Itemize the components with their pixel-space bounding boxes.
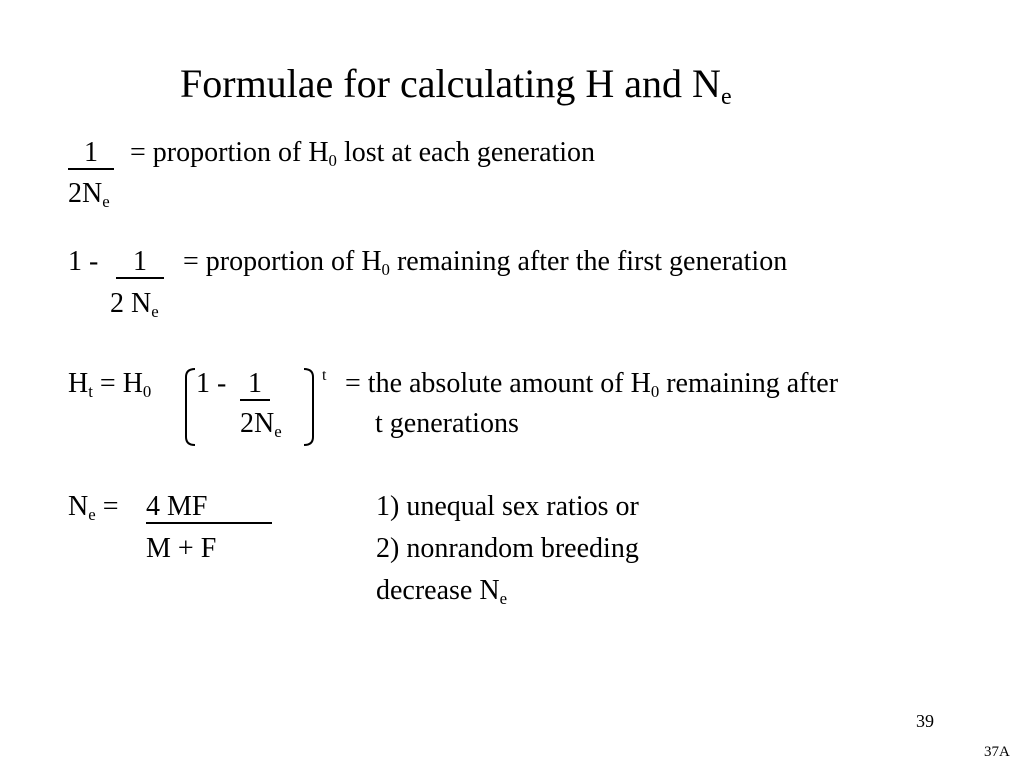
f4-note-1: 1) unequal sex ratios or [376,491,639,522]
f3-numerator: 1 [240,370,270,401]
page-number: 39 [916,711,934,731]
f3-inner-prefix: 1 - [196,368,227,399]
f3-description: = the absolute amount of $H_0$ remaining after [345,368,839,402]
f1-denominator: $2N_e$ [68,178,110,212]
f4-denominator: M + F [146,533,217,564]
left-bracket [183,367,197,447]
f4-numerator: 4 MF [146,493,272,524]
f3-description-line2: t generations [375,408,519,439]
f2-prefix: 1 - [68,246,99,277]
title-subscript: e [720,84,732,111]
f2-numerator: 1 [116,248,164,279]
f3-exponent: t [322,367,327,384]
footer-code: 37A [984,744,1010,760]
f3-lhs: $H_t = H_0$ [68,368,152,402]
right-bracket [302,367,316,447]
f1-description: = proportion of $H_0$ lost at each generation [130,137,596,171]
f4-note-3: decrease $N_e$ [376,575,508,609]
f4-note-2: 2) nonrandom breeding [376,533,639,564]
f2-denominator: 2 $N_e$ [110,288,159,322]
f1-numerator: 1 [68,139,114,170]
slide-title: Formulae for calculating H and $N_e$ [180,61,732,111]
f4-lhs: $N_e$ = [68,491,119,525]
f2-description: = proportion of $H_0$ remaining after the first generation [183,246,788,280]
f3-denominator: $2N_e$ [240,408,282,442]
